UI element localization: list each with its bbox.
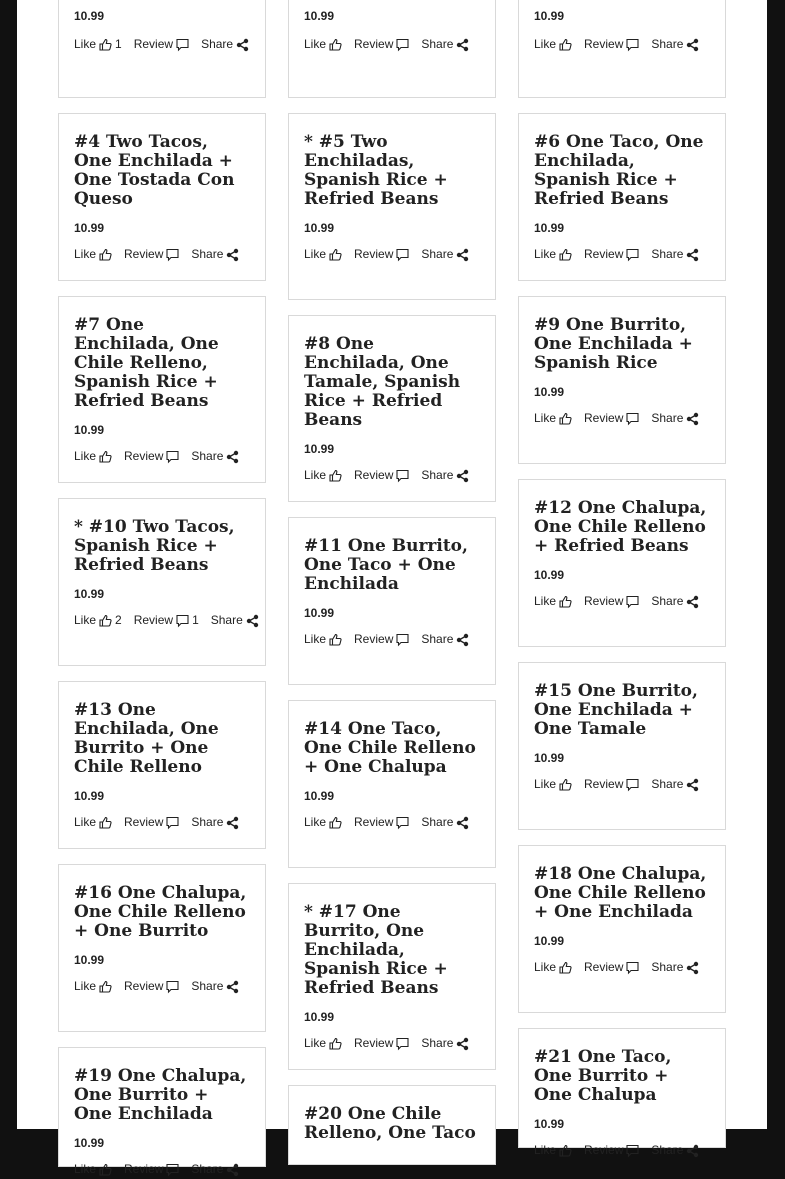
share-button-label: Share bbox=[421, 1036, 454, 1050]
review-button-label: Review bbox=[124, 247, 164, 261]
comment-icon bbox=[396, 38, 409, 51]
like-button-count: 1 bbox=[115, 37, 122, 51]
like-button-label: Like bbox=[74, 247, 97, 261]
like-button-label: Like bbox=[304, 247, 327, 261]
review-button-label: Review bbox=[584, 777, 624, 791]
share-button[interactable] bbox=[211, 613, 259, 627]
menu-item-price: 10.99 bbox=[304, 221, 335, 235]
review-button-label: Review bbox=[124, 1162, 164, 1176]
menu-item-actions bbox=[304, 1036, 480, 1050]
like-button-label: Like bbox=[534, 411, 557, 425]
review-button-label: Review bbox=[354, 1036, 394, 1050]
share-button-label: Share bbox=[421, 37, 454, 51]
review-button[interactable] bbox=[354, 815, 409, 829]
menu-item-actions bbox=[74, 1162, 250, 1176]
share-icon bbox=[456, 1037, 469, 1050]
menu-item-actions bbox=[534, 960, 710, 974]
comment-icon bbox=[626, 248, 639, 261]
review-button-count: 1 bbox=[192, 613, 199, 627]
review-button[interactable] bbox=[354, 632, 409, 646]
review-button[interactable] bbox=[584, 37, 639, 51]
like-button[interactable] bbox=[534, 960, 572, 974]
share-button[interactable] bbox=[191, 449, 239, 463]
share-button[interactable] bbox=[421, 815, 469, 829]
review-button[interactable] bbox=[124, 1162, 179, 1176]
menu-item-actions bbox=[304, 632, 480, 646]
menu-item-card[interactable] bbox=[518, 479, 726, 647]
menu-item-price: 10.99 bbox=[534, 568, 565, 582]
review-button[interactable] bbox=[354, 1036, 409, 1050]
share-button[interactable] bbox=[421, 468, 469, 482]
menu-item-price: 10.99 bbox=[74, 789, 105, 803]
menu-item-actions bbox=[304, 37, 480, 51]
menu-item-actions bbox=[74, 815, 250, 829]
menu-item-price: 10.99 bbox=[74, 9, 105, 23]
like-button-label: Like bbox=[304, 815, 327, 829]
menu-item-title[interactable]: #8 One Enchilada, One Tamale, Spanish Rice + Refried Beans bbox=[304, 334, 461, 430]
menu-item-price: 10.99 bbox=[74, 587, 105, 601]
share-icon bbox=[226, 816, 239, 829]
menu-item-actions bbox=[534, 247, 710, 261]
comment-icon bbox=[626, 778, 639, 791]
share-button[interactable] bbox=[651, 960, 699, 974]
menu-item-price: 10.99 bbox=[534, 934, 565, 948]
share-button[interactable] bbox=[191, 1162, 239, 1176]
menu-item-price: 10.99 bbox=[534, 1117, 565, 1131]
menu-item-card[interactable] bbox=[518, 113, 726, 281]
menu-item-card[interactable] bbox=[288, 1085, 496, 1165]
menu-item-title[interactable]: #9 One Burrito, One Enchilada + Spanish Rice bbox=[534, 315, 693, 373]
menu-grid bbox=[17, 0, 767, 1176]
review-button-label: Review bbox=[354, 468, 394, 482]
share-icon bbox=[456, 38, 469, 51]
menu-item-actions bbox=[534, 777, 710, 791]
review-button[interactable] bbox=[584, 777, 639, 791]
menu-item-title[interactable]: #18 One Chalupa, One Chile Relleno + One Enchilada bbox=[534, 864, 707, 922]
share-button-label: Share bbox=[191, 815, 224, 829]
review-button-label: Review bbox=[584, 1143, 624, 1157]
share-button-label: Share bbox=[421, 247, 454, 261]
like-button[interactable] bbox=[304, 815, 342, 829]
thumbs-up-icon bbox=[559, 1144, 572, 1157]
comment-icon bbox=[166, 450, 179, 463]
menu-item-price: 10.99 bbox=[534, 751, 565, 765]
menu-item-actions bbox=[534, 411, 710, 425]
like-button[interactable] bbox=[304, 1036, 342, 1050]
review-button-label: Review bbox=[354, 815, 394, 829]
menu-item-title[interactable]: #4 Two Tacos, One Enchilada + One Tostada Con Queso bbox=[74, 132, 235, 209]
share-icon bbox=[456, 469, 469, 482]
share-icon bbox=[226, 248, 239, 261]
menu-item-card[interactable] bbox=[58, 296, 266, 483]
review-button[interactable] bbox=[124, 815, 179, 829]
share-icon bbox=[246, 614, 259, 627]
like-button[interactable] bbox=[74, 613, 122, 627]
like-button-label: Like bbox=[74, 449, 97, 463]
thumbs-up-icon bbox=[559, 778, 572, 791]
menu-item-card[interactable] bbox=[288, 883, 496, 1070]
review-button-label: Review bbox=[584, 594, 624, 608]
share-button[interactable] bbox=[201, 37, 249, 51]
share-button[interactable] bbox=[651, 247, 699, 261]
like-button-label: Like bbox=[304, 632, 327, 646]
like-button[interactable] bbox=[74, 247, 112, 261]
menu-item-price: 10.99 bbox=[534, 221, 565, 235]
share-button-label: Share bbox=[651, 37, 684, 51]
menu-item-title[interactable]: * #10 Two Tacos, Spanish Rice + Refried Beans bbox=[74, 517, 235, 575]
menu-item-actions bbox=[534, 594, 710, 608]
review-button-label: Review bbox=[584, 411, 624, 425]
thumbs-up-icon bbox=[99, 248, 112, 261]
like-button-label: Like bbox=[74, 815, 97, 829]
menu-item-title[interactable]: #6 One Taco, One Enchilada, Spanish Rice + Refried Beans bbox=[534, 132, 704, 209]
menu-item-price: 10.99 bbox=[74, 221, 105, 235]
share-button-label: Share bbox=[421, 815, 454, 829]
thumbs-up-icon bbox=[329, 38, 342, 51]
menu-item-actions bbox=[74, 37, 250, 51]
thumbs-up-icon bbox=[329, 469, 342, 482]
like-button[interactable] bbox=[534, 1143, 572, 1157]
share-icon bbox=[686, 1144, 699, 1157]
review-button[interactable] bbox=[354, 247, 409, 261]
menu-item-actions bbox=[534, 1143, 710, 1157]
thumbs-up-icon bbox=[99, 816, 112, 829]
review-button[interactable] bbox=[584, 960, 639, 974]
comment-icon bbox=[626, 961, 639, 974]
menu-item-card[interactable] bbox=[518, 845, 726, 1013]
like-button[interactable] bbox=[74, 449, 112, 463]
menu-item-price: 10.99 bbox=[74, 1136, 105, 1150]
like-button[interactable] bbox=[304, 632, 342, 646]
like-button-label: Like bbox=[534, 37, 557, 51]
review-button[interactable] bbox=[134, 613, 199, 627]
menu-item-card[interactable] bbox=[518, 1028, 726, 1157]
thumbs-up-icon bbox=[559, 412, 572, 425]
share-button[interactable] bbox=[421, 1036, 469, 1050]
share-button[interactable] bbox=[421, 247, 469, 261]
like-button[interactable] bbox=[304, 468, 342, 482]
menu-item-card[interactable] bbox=[58, 864, 266, 1032]
menu-item-actions bbox=[74, 979, 250, 993]
menu-item-title[interactable]: #21 One Taco, One Burrito + One Chalupa bbox=[534, 1047, 672, 1105]
menu-item-actions bbox=[74, 613, 250, 627]
share-button[interactable] bbox=[191, 815, 239, 829]
like-button-label: Like bbox=[74, 979, 97, 993]
share-button[interactable] bbox=[191, 979, 239, 993]
comment-icon bbox=[166, 1163, 179, 1176]
share-icon bbox=[236, 38, 249, 51]
menu-item-title[interactable]: #7 One Enchilada, One Chile Relleno, Spanish Rice + Refried Beans bbox=[74, 315, 219, 411]
comment-icon bbox=[396, 248, 409, 261]
thumbs-up-icon bbox=[559, 38, 572, 51]
like-button-label: Like bbox=[534, 777, 557, 791]
menu-item-title[interactable]: #15 One Burrito, One Enchilada + One Tamale bbox=[534, 681, 698, 739]
like-button-label: Like bbox=[534, 594, 557, 608]
menu-item-actions bbox=[304, 815, 480, 829]
review-button-label: Review bbox=[124, 979, 164, 993]
comment-icon bbox=[626, 1144, 639, 1157]
share-button[interactable] bbox=[421, 37, 469, 51]
like-button-label: Like bbox=[304, 37, 327, 51]
menu-item-card[interactable] bbox=[58, 1047, 266, 1176]
share-button[interactable] bbox=[651, 37, 699, 51]
share-button-label: Share bbox=[201, 37, 234, 51]
share-icon bbox=[686, 778, 699, 791]
like-button[interactable] bbox=[304, 247, 342, 261]
thumbs-up-icon bbox=[329, 816, 342, 829]
thumbs-up-icon bbox=[329, 248, 342, 261]
menu-item-actions bbox=[74, 449, 250, 463]
review-button-label: Review bbox=[354, 247, 394, 261]
comment-icon bbox=[166, 816, 179, 829]
menu-item-price: 10.99 bbox=[534, 9, 565, 23]
menu-item-card[interactable] bbox=[58, 113, 266, 281]
thumbs-up-icon bbox=[559, 248, 572, 261]
comment-icon bbox=[396, 1037, 409, 1050]
review-button[interactable] bbox=[124, 449, 179, 463]
like-button-label: Like bbox=[304, 1036, 327, 1050]
menu-item-price: 10.99 bbox=[304, 789, 335, 803]
like-button-label: Like bbox=[304, 468, 327, 482]
review-button-label: Review bbox=[133, 37, 174, 51]
like-button-label: Like bbox=[534, 1143, 557, 1157]
review-button[interactable] bbox=[354, 37, 409, 51]
thumbs-up-icon bbox=[559, 595, 572, 608]
menu-item-title[interactable]: #12 One Chalupa, One Chile Relleno + Refried Beans bbox=[534, 498, 707, 556]
like-button[interactable] bbox=[74, 37, 122, 51]
menu-item-card[interactable] bbox=[58, 498, 266, 666]
comment-icon bbox=[166, 248, 179, 261]
comment-icon bbox=[626, 412, 639, 425]
menu-item-price: 10.99 bbox=[304, 9, 335, 23]
review-button[interactable] bbox=[134, 37, 189, 51]
like-button[interactable] bbox=[304, 37, 342, 51]
review-button[interactable] bbox=[354, 468, 409, 482]
share-icon bbox=[226, 1163, 239, 1176]
thumbs-up-icon bbox=[99, 38, 112, 51]
menu-item-card[interactable] bbox=[288, 517, 496, 685]
menu-item-title[interactable]: #16 One Chalupa, One Chile Relleno + One Burrito bbox=[74, 883, 247, 941]
thumbs-up-icon bbox=[99, 980, 112, 993]
review-button-label: Review bbox=[354, 632, 394, 646]
like-button[interactable] bbox=[534, 411, 572, 425]
like-button[interactable] bbox=[534, 594, 572, 608]
comment-icon bbox=[396, 816, 409, 829]
share-button-label: Share bbox=[191, 1162, 224, 1176]
thumbs-up-icon bbox=[99, 450, 112, 463]
like-button[interactable] bbox=[534, 37, 572, 51]
thumbs-up-icon bbox=[99, 614, 112, 627]
share-icon bbox=[226, 450, 239, 463]
menu-item-title[interactable]: * #17 One Burrito, One Enchilada, Spanish Rice + Refried Beans bbox=[304, 902, 448, 998]
menu-item-card[interactable] bbox=[288, 315, 496, 502]
review-button-label: Review bbox=[584, 37, 624, 51]
share-button-label: Share bbox=[651, 247, 684, 261]
share-button-label: Share bbox=[651, 960, 684, 974]
menu-item-title[interactable]: #14 One Taco, One Chile Relleno + One Chalupa bbox=[304, 719, 476, 777]
menu-item-title[interactable]: #19 One Chalupa, One Burrito + One Enchilada bbox=[74, 1066, 247, 1124]
review-button[interactable] bbox=[584, 247, 639, 261]
share-button-label: Share bbox=[191, 247, 224, 261]
thumbs-up-icon bbox=[329, 633, 342, 646]
share-icon bbox=[686, 38, 699, 51]
share-icon bbox=[226, 980, 239, 993]
share-icon bbox=[456, 633, 469, 646]
review-button-label: Review bbox=[133, 613, 174, 627]
menu-item-title[interactable]: #11 One Burrito, One Taco + One Enchilada bbox=[304, 536, 468, 594]
menu-item-price: 10.99 bbox=[304, 442, 335, 456]
share-icon bbox=[456, 816, 469, 829]
share-button[interactable] bbox=[651, 777, 699, 791]
comment-icon bbox=[626, 595, 639, 608]
comment-icon bbox=[396, 633, 409, 646]
like-button-label: Like bbox=[74, 37, 97, 51]
share-button[interactable] bbox=[651, 594, 699, 608]
review-button[interactable] bbox=[584, 411, 639, 425]
thumbs-up-icon bbox=[99, 1163, 112, 1176]
review-button-label: Review bbox=[584, 960, 624, 974]
share-icon bbox=[686, 248, 699, 261]
menu-item-price: 10.99 bbox=[304, 1010, 335, 1024]
menu-item-price: 10.99 bbox=[74, 953, 105, 967]
share-button-label: Share bbox=[421, 468, 454, 482]
review-button-label: Review bbox=[584, 247, 624, 261]
share-button-label: Share bbox=[421, 632, 454, 646]
share-icon bbox=[686, 412, 699, 425]
comment-icon bbox=[626, 38, 639, 51]
menu-item-card[interactable] bbox=[518, 662, 726, 830]
thumbs-up-icon bbox=[559, 961, 572, 974]
comment-icon bbox=[176, 614, 189, 627]
like-button-label: Like bbox=[534, 960, 557, 974]
menu-item-card[interactable] bbox=[518, 0, 726, 98]
thumbs-up-icon bbox=[329, 1037, 342, 1050]
menu-item-card[interactable] bbox=[288, 113, 496, 300]
menu-item-title[interactable]: #13 One Enchilada, One Burrito + One Chile Relleno bbox=[74, 700, 219, 777]
share-icon bbox=[456, 248, 469, 261]
comment-icon bbox=[166, 980, 179, 993]
share-button-label: Share bbox=[651, 411, 684, 425]
menu-item-actions bbox=[304, 468, 480, 482]
share-button-label: Share bbox=[651, 777, 684, 791]
menu-item-actions bbox=[74, 247, 250, 261]
menu-item-card[interactable] bbox=[58, 0, 266, 98]
share-button[interactable] bbox=[191, 247, 239, 261]
like-button[interactable] bbox=[534, 247, 572, 261]
menu-item-title[interactable]: * #5 Two Enchiladas, Spanish Rice + Refried Beans bbox=[304, 132, 448, 209]
like-button[interactable] bbox=[74, 1162, 112, 1176]
menu-item-price: 10.99 bbox=[534, 385, 565, 399]
review-button[interactable] bbox=[124, 247, 179, 261]
like-button-label: Like bbox=[74, 1162, 97, 1176]
like-button[interactable] bbox=[534, 777, 572, 791]
comment-icon bbox=[176, 38, 189, 51]
share-button-label: Share bbox=[191, 979, 224, 993]
menu-item-card[interactable] bbox=[288, 700, 496, 868]
review-button-label: Review bbox=[124, 449, 164, 463]
review-button-label: Review bbox=[354, 37, 394, 51]
review-button[interactable] bbox=[584, 594, 639, 608]
menu-item-price: 10.99 bbox=[74, 423, 105, 437]
share-button-label: Share bbox=[191, 449, 224, 463]
share-button-label: Share bbox=[651, 1143, 684, 1157]
share-button[interactable] bbox=[421, 632, 469, 646]
share-button-label: Share bbox=[651, 594, 684, 608]
menu-item-card[interactable] bbox=[58, 681, 266, 849]
like-button[interactable] bbox=[74, 979, 112, 993]
share-button[interactable] bbox=[651, 1143, 699, 1157]
menu-item-title[interactable]: #20 One Chile Relleno, One Taco bbox=[304, 1104, 476, 1143]
share-button[interactable] bbox=[651, 411, 699, 425]
comment-icon bbox=[396, 469, 409, 482]
review-button-label: Review bbox=[124, 815, 164, 829]
review-button[interactable] bbox=[124, 979, 179, 993]
share-button-label: Share bbox=[210, 613, 243, 627]
review-button[interactable] bbox=[584, 1143, 639, 1157]
share-icon bbox=[686, 961, 699, 974]
menu-item-actions bbox=[534, 37, 710, 51]
like-button-count: 2 bbox=[115, 613, 122, 627]
share-icon bbox=[686, 595, 699, 608]
like-button-label: Like bbox=[74, 613, 97, 627]
menu-item-card[interactable] bbox=[288, 0, 496, 98]
like-button-label: Like bbox=[534, 247, 557, 261]
menu-item-price: 10.99 bbox=[304, 606, 335, 620]
menu-item-card[interactable] bbox=[518, 296, 726, 464]
like-button[interactable] bbox=[74, 815, 112, 829]
menu-item-actions bbox=[304, 247, 480, 261]
